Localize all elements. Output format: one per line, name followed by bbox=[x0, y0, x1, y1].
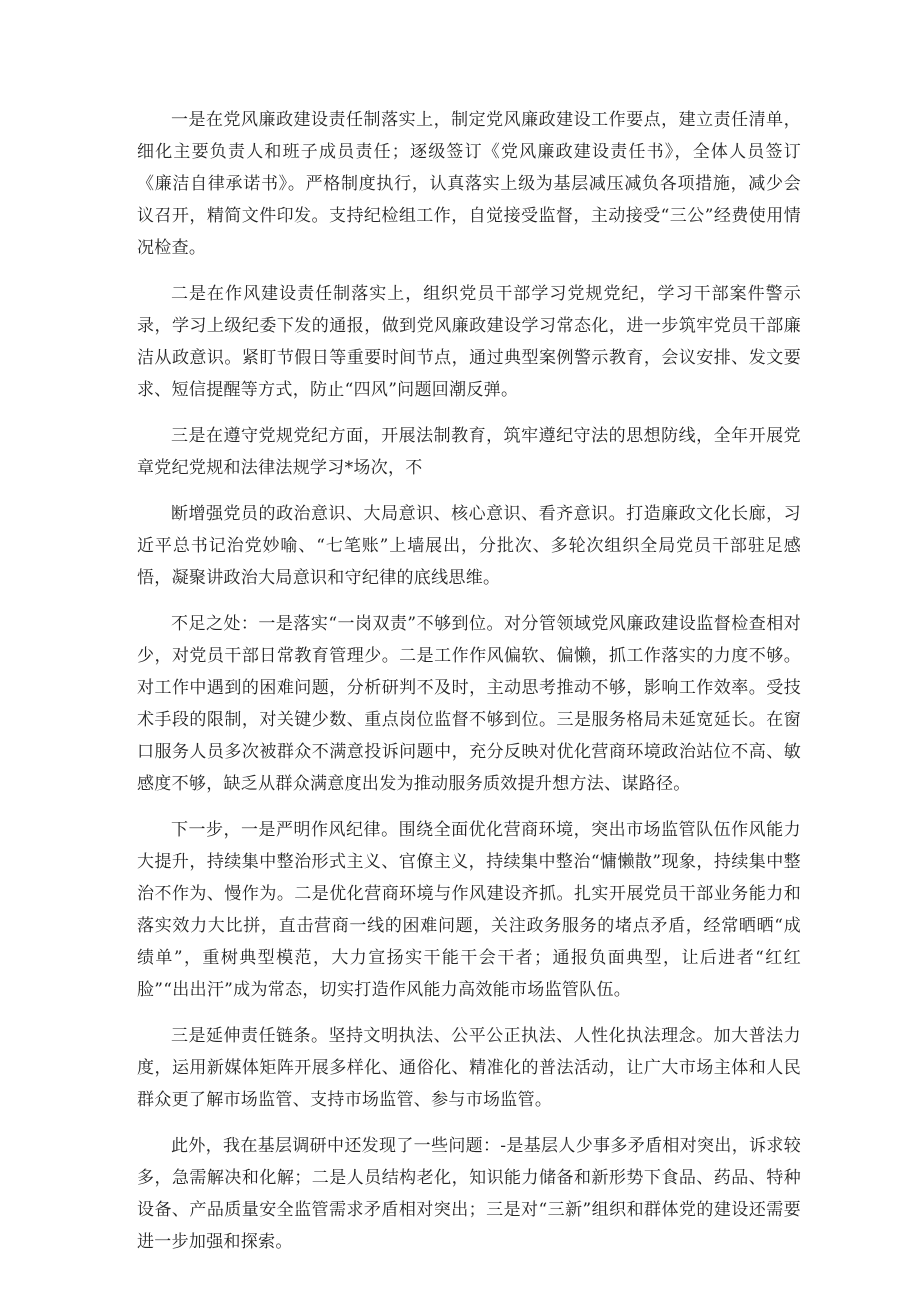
paragraph-political-awareness: 断增强党员的政治意识、大局意识、核心意识、看齐意识。打造廉政文化长廊，习近平总书记治党妙喻、“七笔账”上墙展出，分批次、多轮次组织全局党员干部驻足感悟，凝聚讲政治大局意识和守纪律的底线思维。 bbox=[137, 504, 801, 588]
paragraph-party-conduct-responsibility: 一是在党风廉政建设责任制落实上，制定党风廉政建设工作要点，建立责任清单，细化主要负责人和班子成员责任；逐级签订《党风廉政建设责任书》，全体人员签订《廉洁自律承诺书》。严格制度执行，认真落实上级为基层减压减负各项措施，减少会议召开，精简文件印发。支持纪检组工作，自觉接受监督，主动接受“三公”经费使用情况检查。 bbox=[137, 110, 801, 258]
document-body bbox=[137, 104, 801, 1272]
paragraph-responsibility-chain: 三是延伸责任链条。坚持文明执法、公平公正执法、人性化执法理念。加大普法力度，运用新媒体矩阵开展多样化、通俗化、精准化的普法活动，让广大市场主体和人民群众更了解市场监管、支持市场监管、参与市场监管。 bbox=[137, 1026, 801, 1110]
paragraph-next-steps: 下一步，一是严明作风纪律。围绕全面优化营商环境，突出市场监管队伍作风能力大提升，持续集中整治形式主义、官僚主义，持续集中整治“慵懒散”现象，持续集中整治不作为、慢作为。二是优化营商环境与作风建设齐抓。扎实开展党员干部业务能力和落实效力大比拼，直击营商一线的困难问题，关注政务服务的堵点矛盾，经常晒晒“成绩单”，重树典型模范，大力宣扬实干能干会干者；通报负面典型，让后进者“红红脸”“出出汗”成为常态，切实打造作风能力高效能市场监管队伍。 bbox=[137, 820, 801, 1000]
paragraph-work-style-responsibility: 二是在作风建设责任制落实上，组织党员干部学习党规党纪，学习干部案件警示录，学习上级纪委下发的通报，做到党风廉政建设学习常态化，进一步筑牢党员干部廉洁从政意识。紧盯节假日等重要时间节点，通过典型案例警示教育，会议安排、发文要求、短信提醒等方式，防止“四风”问题回潮反弹。 bbox=[137, 284, 801, 400]
paragraph-shortcomings: 不足之处：一是落实“一岗双责”不够到位。对分管领域党风廉政建设监督检查相对少，对党员干部日常教育管理少。二是工作作风偏软、偏懒，抓工作落实的力度不够。对工作中遇到的困难问题，分析研判不及时，主动思考推动不够，影响工作效率。受技术手段的限制，对关键少数、重点岗位监督不够到位。三是服务格局未延宽延长。在窗口服务人员多次被群众不满意投诉问题中，充分反映对优化营商环境政治站位不高、敏感度不够，缺乏从群众满意度出发为推动服务质效提升想方法、谋路径。 bbox=[137, 614, 801, 794]
paragraph-grassroots-findings: 此外，我在基层调研中还发现了一些问题：-是基层人少事多矛盾相对突出，诉求较多，急需解决和化解；二是人员结构老化，知识能力储备和新形势下食品、药品、特种设备、产品质量安全监管需求矛盾相对突出；三是对“三新”组织和群体党的建设还需要进一步加强和探索。 bbox=[137, 1136, 801, 1252]
paragraph-party-discipline-study: 三是在遵守党规党纪方面，开展法制教育，筑牢遵纪守法的思想防线，全年开展党章党纪党规和法律法规学习*场次，不 bbox=[137, 426, 801, 478]
